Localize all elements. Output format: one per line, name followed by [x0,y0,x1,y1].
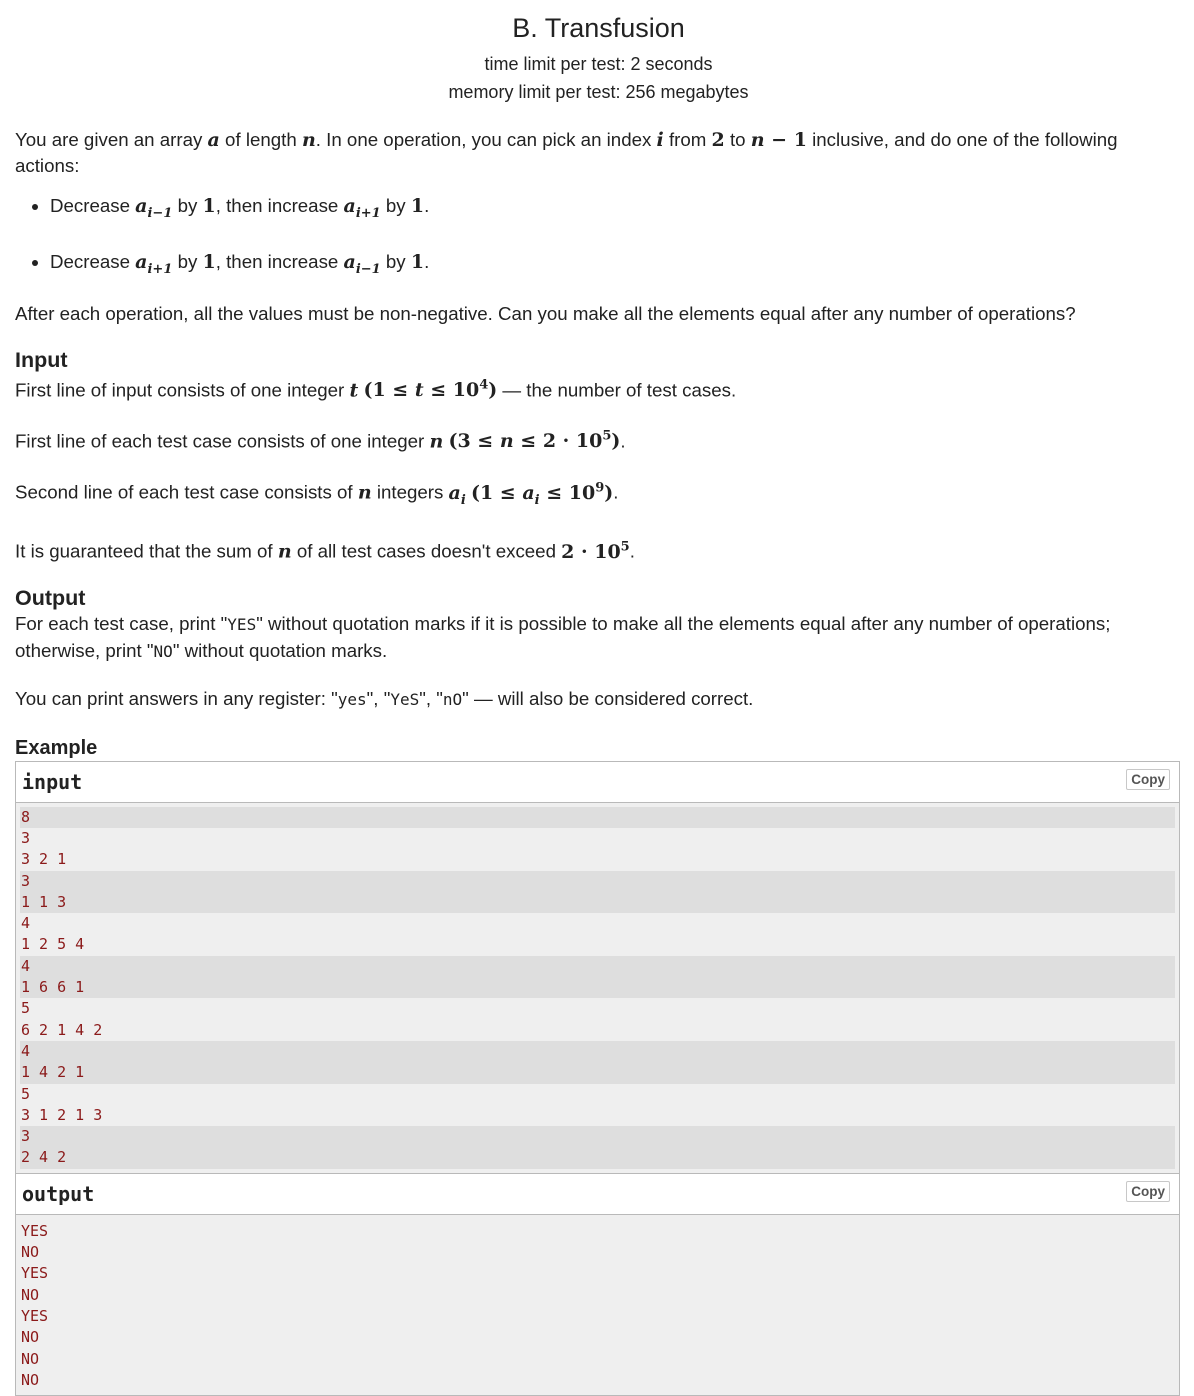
statement-intro: You are given an array a of length n. In one operation, you can pick an index i from 2 to n − 1 inclusive, and do one of the following actions: [15,129,1118,176]
memory-limit: memory limit per test: 256 megabytes [448,82,749,102]
input-line: 1 2 5 4 [21,935,85,954]
output-line: NO [21,1243,40,1262]
input-heading: Input [15,347,68,372]
output-line-2: You can print answers in any register: "yes", "YeS", "nO" — will also be considered correct. [15,687,754,709]
input-line: 8 [20,807,1175,828]
input-line: 1 1 3 [20,892,1175,913]
input-line-sum: It is guaranteed that the sum of n of all test cases doesn't exceed $2 \cdot 10^5$. [15,539,635,563]
input-line: 6 2 1 4 2 [21,1020,103,1039]
output-line: NO [21,1328,40,1347]
output-line: YES [21,1306,49,1325]
output-line: NO [21,1285,40,1304]
input-line: 3 2 1 [21,850,67,869]
input-label: input [22,769,83,794]
output-line: NO [21,1370,40,1389]
output-line: YES [21,1264,49,1283]
output-line-1: For each test case, print "YES" without quotation marks if it is possible to make all the elements equal after any number of operations; otherwise, print "NO" without quotation marks. [15,612,1111,661]
input-line-t: First line of input consists of one integer t $(1 \le t \le 10^4)$ — the number of test cases. [15,377,737,401]
input-line: 1 6 6 1 [20,977,1175,998]
output-heading: Output [15,585,86,610]
example-input-header [16,762,1179,803]
input-line: 1 4 2 1 [20,1062,1175,1083]
example-output-header [16,1174,1179,1215]
output-line: NO [21,1349,40,1368]
input-line: 4 [20,1041,1175,1062]
problem-title: B. Transfusion [512,13,685,43]
example-heading: Example [15,736,98,759]
input-line: 3 [20,871,1175,892]
example-input-body[interactable] [16,803,1179,1173]
example-output-body[interactable] [16,1215,1179,1395]
input-line: 5 [21,1084,31,1103]
output-line: YES [21,1221,49,1240]
example-input-box [15,761,1180,1174]
input-line-n: First line of each test case consists of one integer n $(3 \le n \le 2 \cdot 10^5)$. [15,428,626,453]
input-line: 3 1 2 1 3 [21,1105,103,1124]
example-output-box [15,1174,1180,1396]
time-limit: time limit per test: 2 seconds [484,54,713,74]
operations-list [15,193,1182,283]
copy-input-button[interactable]: Copy [1126,769,1170,790]
statement-after: After each operation, all the values must be non-negative. Can you make all the elements equal after any number of operations? [15,302,1076,324]
input-line: 5 [21,999,31,1018]
input-line-a: Second line of each test case consists of n integers $a_i$ $(1 \le a_i \le 10^9)$. [15,480,619,508]
input-line: 2 4 2 [20,1147,1175,1168]
output-label: output [22,1181,95,1206]
input-line: 3 [20,1126,1175,1147]
input-line: 3 [21,829,31,847]
input-line: 4 [20,956,1175,977]
operation-item: • Decrease $a_{i-1}$ by 1, then increase $a_{i+1}$ by 1. [50,193,1182,227]
copy-output-button[interactable]: Copy [1126,1181,1170,1202]
operation-item: • Decrease $a_{i+1}$ by 1, then increase $a_{i-1}$ by 1. [50,249,1182,283]
input-line: 4 [21,914,31,933]
